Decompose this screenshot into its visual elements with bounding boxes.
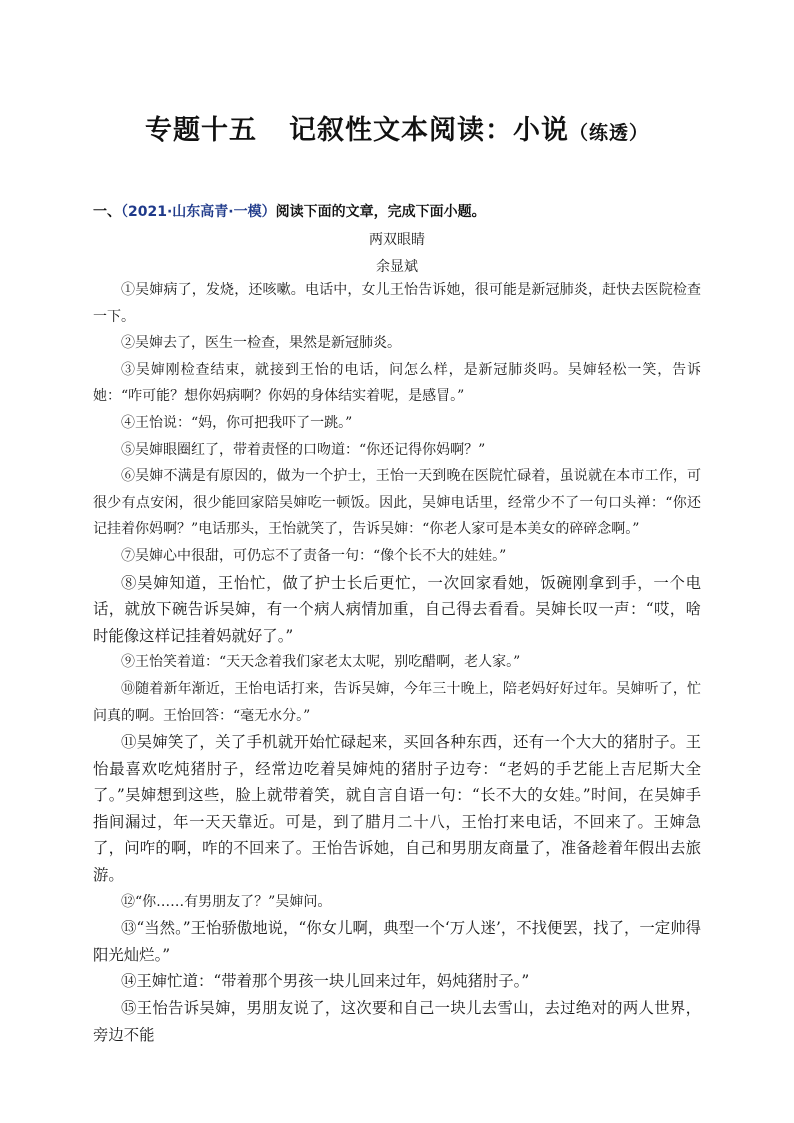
paragraph-1: ①吴婶病了，发烧，还咳嗽。电话中，女儿王怡告诉她，很可能是新冠肺炎，赶快去医院检查一下。 [93,282,701,325]
question-heading [93,201,713,221]
title-topic: 记叙性文本阅读：小说 [288,115,569,146]
paragraph-5: ⑤吴婶眼圈红了，带着责怪的口吻道：“你还记得你妈啊？” [121,441,486,458]
paragraph-3: ③吴婶刚检查结束，就接到王怡的电话，问怎么样，是新冠肺炎吗。吴婶轻松一笑，告诉她：“咋可能？想你妈病啊？你妈的身体结实着呢，是感冒。” [93,361,701,405]
question-source: （2021·山东高青·一模） [121,204,276,220]
paragraph-6: ⑥吴婶不满是有原因的，做为一个护士，王怡一天到晚在医院忙碌着，虽说就在本市工作，可很少有点安闲，很少能回家陪吴婶吃一顿饭。因此，吴婶电话里，经常少不了一句口头禅：“你还记挂着你妈啊？”电话那头，王怡就笑了，告诉吴婶：“你老人家可是本美女的碎碎念啊。” [93,468,701,538]
paragraph-10: ⑩随着新年渐近，王怡电话打来，告诉吴婶，今年三十晚上，陪老妈好好过年。吴婶听了，忙问真的啊。王怡回答：“毫无水分。” [93,680,701,724]
paragraph-4: ④王怡说：“妈，你可把我吓了一跳。” [121,414,353,431]
paragraph-7: ⑦吴婶心中很甜，可仍忘不了责备一句：“像个长不大的娃娃。” [121,547,507,564]
title-suffix: （练透） [568,122,649,144]
story-body [93,277,701,1048]
page-title [0,108,794,147]
story-title: 两双眼睛 [369,232,425,248]
question-prefix: 一、 [93,204,121,220]
paragraph-8: ⑧吴婶知道，王怡忙，做了护士长后更忙，一次回家看她，饭碗刚拿到手，一个电话，就放下碗告诉吴婶，有一个病人病情加重，自己得去看看。吴婶长叹一声：“哎，啥时能像这样记挂着妈就好了。” [93,573,701,645]
paragraph-12: ⑫“你……有男朋友了？”吴婶问。 [121,893,332,910]
story-author: 余显斌 [376,259,418,275]
question-instruction: 阅读下面的文章，完成下面小题。 [275,204,486,220]
title-main: 专题十五 [144,115,257,146]
paragraph-15: ⑮王怡告诉吴婶，男朋友说了，这次要和自己一块儿去雪山，去过绝对的两人世界，旁边不能 [93,999,701,1044]
paragraph-9: ⑨王怡笑着道：“天天念着我们家老太太呢，别吃醋啊，老人家。” [121,654,521,671]
paragraph-11: ⑪吴婶笑了，关了手机就开始忙碌起来，买回各种东西，还有一个大大的猪肘子。王怡最喜欢吃炖猪肘子，经常边吃着吴婶炖的猪肘子边夸：“老妈的手艺能上吉尼斯大全了。”吴婶想到这些，脸上就带着笑，就自言自语一句：“长不大的女娃。”时间，在吴婶手指间漏过，年一天天靠近。可是，到了腊月二十八，王怡打来电话，不回来了。王婶急了，问咋的啊，咋的不回来了。王怡告诉她，自己和男朋友商量了，准备趁着年假出去旅游。 [93,733,701,885]
paragraph-14: ⑭王婶忙道：“带着那个男孩一块儿回来过年，妈炖猪肘子。” [121,972,530,991]
paragraph-2: ②吴婶去了，医生一检查，果然是新冠肺炎。 [121,335,401,352]
paragraph-13: ⑬“当然。”王怡骄傲地说，“你女儿啊，典型一个‘万人迷’，不找便罢，找了，一定帅得阳光灿烂。” [93,919,701,964]
